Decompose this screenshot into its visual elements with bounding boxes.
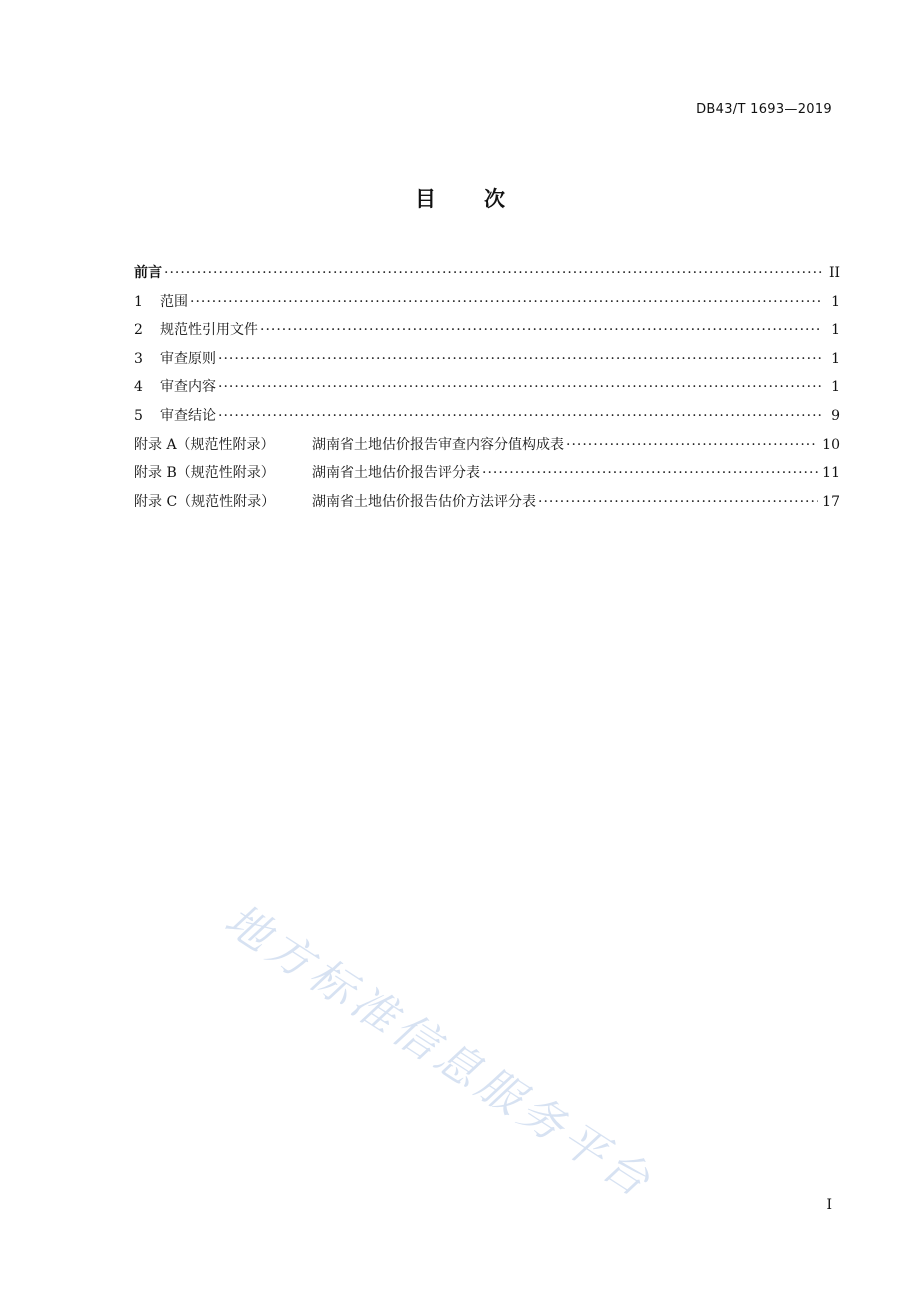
toc-entry-number: 2 — [134, 322, 143, 339]
toc-entry-number: 4 — [134, 379, 143, 396]
toc-entry-number: 1 — [134, 293, 143, 310]
toc-entry-foreword[interactable] — [134, 262, 840, 291]
toc-entry-number: 5 — [134, 407, 143, 424]
toc-entry-page: 9 — [831, 407, 840, 424]
toc-leader — [190, 294, 822, 310]
toc-appendix-prefix: 附录 C（规范性附录） — [134, 493, 276, 510]
toc-entry-label: 前言 — [134, 265, 162, 281]
toc-leader — [164, 265, 822, 281]
toc-entry-appendix-c[interactable] — [134, 491, 840, 520]
toc-appendix-prefix: 附录 B（规范性附录） — [134, 465, 275, 482]
toc-entry-appendix-b[interactable] — [134, 462, 840, 491]
toc-entry-label: 湖南省土地估价报告估价方法评分表 — [312, 493, 536, 510]
toc-entry-label: 范围 — [160, 293, 188, 310]
toc-entry-label: 审查结论 — [160, 407, 216, 424]
toc-entry-review-principles[interactable] — [134, 348, 840, 377]
toc-entry-label: 审查内容 — [160, 379, 216, 396]
toc-entry-page: 1 — [831, 379, 840, 396]
toc-entry-normative-references[interactable] — [134, 319, 840, 348]
toc-appendix-prefix: 附录 A（规范性附录） — [134, 436, 275, 453]
toc-entry-page: 17 — [822, 493, 840, 510]
table-of-contents — [134, 262, 840, 519]
toc-leader — [482, 465, 818, 481]
toc-entry-appendix-a[interactable] — [134, 434, 840, 463]
toc-entry-number: 3 — [134, 350, 143, 367]
toc-entry-scope[interactable] — [134, 291, 840, 320]
watermark: 地方标准信息服务平台 — [215, 894, 663, 1210]
toc-entry-page: 1 — [831, 322, 840, 339]
toc-entry-label: 审查原则 — [160, 350, 216, 367]
toc-entry-page: II — [828, 265, 840, 281]
toc-leader — [218, 351, 822, 367]
toc-leader — [538, 494, 818, 510]
toc-title-char-1: 目 — [415, 187, 436, 211]
toc-entry-page: 1 — [831, 350, 840, 367]
toc-entry-label: 湖南省土地估价报告审查内容分值构成表 — [312, 436, 564, 453]
toc-leader — [218, 379, 822, 395]
toc-entry-review-conclusion[interactable] — [134, 405, 840, 434]
toc-leader — [260, 322, 822, 338]
document-code: DB43/T 1693—2019 — [696, 102, 832, 117]
toc-entry-review-content[interactable] — [134, 376, 840, 405]
toc-entry-page: 11 — [822, 465, 840, 482]
toc-leader — [566, 437, 818, 453]
toc-entry-label: 湖南省土地估价报告评分表 — [312, 465, 480, 482]
toc-entry-page: 10 — [822, 436, 840, 453]
toc-entry-label: 规范性引用文件 — [160, 322, 258, 339]
toc-title — [0, 183, 920, 213]
toc-leader — [218, 408, 822, 424]
toc-entry-page: 1 — [831, 293, 840, 310]
toc-title-char-2: 次 — [484, 187, 505, 211]
page-number: I — [826, 1197, 832, 1213]
